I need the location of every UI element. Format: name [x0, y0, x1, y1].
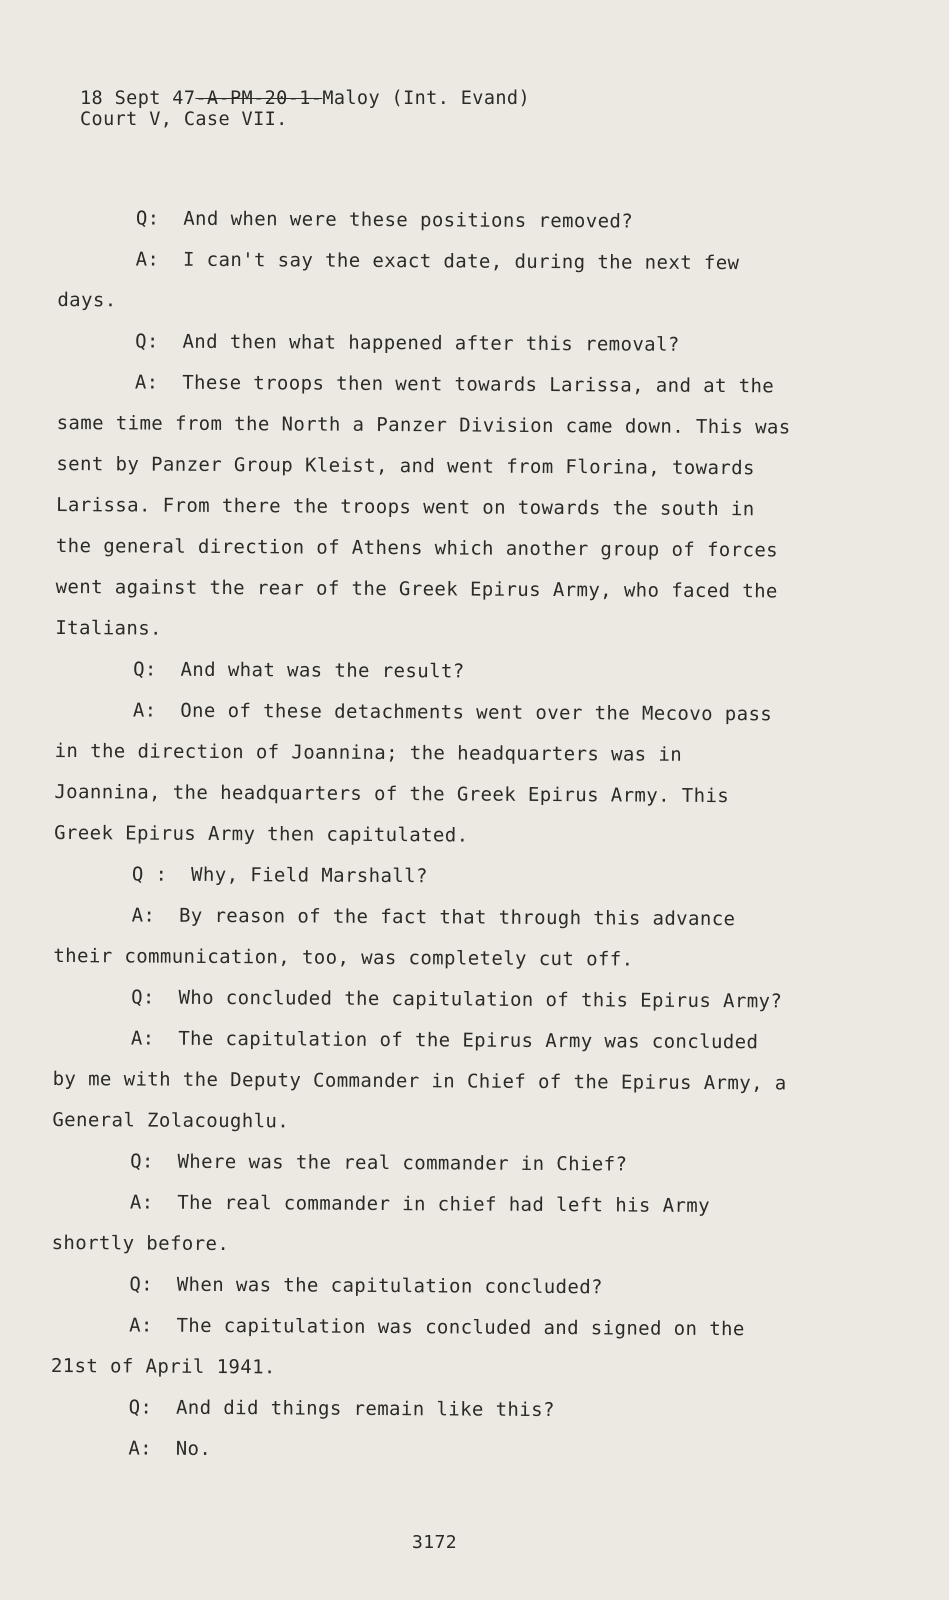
transcript-entry	[54, 690, 795, 859]
speaker-label: Q:	[130, 1150, 154, 1173]
transcript-entry	[54, 854, 794, 900]
speaker-label: A:	[134, 371, 159, 394]
speaker-label: Q:	[128, 1396, 153, 1419]
transcript-entry	[58, 198, 798, 244]
entry-text: And then what happened after this removal?	[182, 330, 680, 356]
page-number: 3172	[412, 1532, 457, 1553]
entry-text: Why, Field Marshall?	[191, 863, 428, 888]
entry-text: And did things remain like this?	[175, 1396, 555, 1422]
transcript-entry	[55, 649, 795, 695]
entry-text: And when were these positions removed?	[183, 207, 634, 233]
entry-text: I can't say the exact date, during the next few days.	[57, 248, 752, 312]
transcript-entry	[51, 1305, 791, 1392]
transcript-entry	[52, 1018, 799, 1146]
header-date: 18 Sept 47	[80, 88, 196, 109]
entry-text: And what was the result?	[180, 658, 465, 683]
transcript-entry	[50, 1428, 790, 1474]
header-struck-code: -A-PM-20-1-	[195, 88, 323, 109]
transcript-entry	[51, 1264, 791, 1310]
speaker-label: A:	[128, 1437, 153, 1460]
speaker-label: Q :	[131, 863, 168, 886]
speaker-label: A:	[135, 248, 160, 271]
entry-text: By reason of the fact that through this advance their communication, too, was completely cut off.	[53, 904, 748, 971]
transcript-body	[50, 198, 803, 1473]
speaker-label: A:	[132, 699, 157, 722]
speaker-label: Q:	[135, 207, 160, 230]
entry-text: The capitulation was concluded and signed on the 21st of April 1941.	[50, 1314, 757, 1379]
speaker-label: A:	[131, 904, 156, 927]
speaker-label: Q:	[131, 986, 155, 1009]
header-line-1	[80, 88, 530, 109]
entry-text: The real commander in chief had left his Army shortly before.	[51, 1191, 722, 1256]
transcript-entry	[57, 239, 797, 326]
entry-text: Who concluded the capitulation of this Epirus Army?	[178, 986, 783, 1013]
speaker-label: Q:	[133, 658, 157, 681]
transcript-entry	[57, 321, 797, 367]
speaker-label: A:	[129, 1314, 153, 1337]
header-witness: Maloy (Int. Evand)	[322, 88, 530, 109]
speaker-label: Q:	[135, 330, 159, 353]
transcript-entry	[55, 362, 803, 654]
speaker-label: A:	[129, 1191, 154, 1214]
entry-text: Where was the real commander in Chief?	[177, 1150, 628, 1176]
entry-text: These troops then went towards Larissa, and at the same time from the North a Panzer Division came down. This was sent by Panzer Group Kleist, and went from Florina, towards Larissa. From there the troops went on towards the south in the general direction of Athens which another group of forces went against the rear of the Greek Epirus Army, who faced the Italians.	[55, 371, 803, 640]
speaker-label: Q:	[129, 1273, 154, 1296]
entry-text: No.	[175, 1437, 212, 1460]
entry-text: One of these detachments went over the Mecovo pass in the direction of Joannina; the headquarters was in Joannina, the headquarters of the Greek Epirus Army. This Greek Epirus Army then capitulated.	[54, 699, 785, 847]
transcript-entry	[51, 1182, 791, 1269]
transcript-entry	[50, 1387, 790, 1433]
transcript-entry	[52, 1141, 792, 1187]
header-court: Court V, Case VII.	[80, 109, 288, 130]
speaker-label: A:	[130, 1027, 155, 1050]
transcript-entry	[53, 977, 793, 1023]
entry-text: When was the capitulation concluded?	[176, 1273, 604, 1299]
transcript-entry	[53, 895, 793, 982]
document-header	[80, 88, 530, 130]
entry-text: The capitulation of the Epirus Army was concluded by me with the Deputy Commander in Chief of the Epirus Army, a General Zolacoughlu.	[52, 1027, 799, 1133]
